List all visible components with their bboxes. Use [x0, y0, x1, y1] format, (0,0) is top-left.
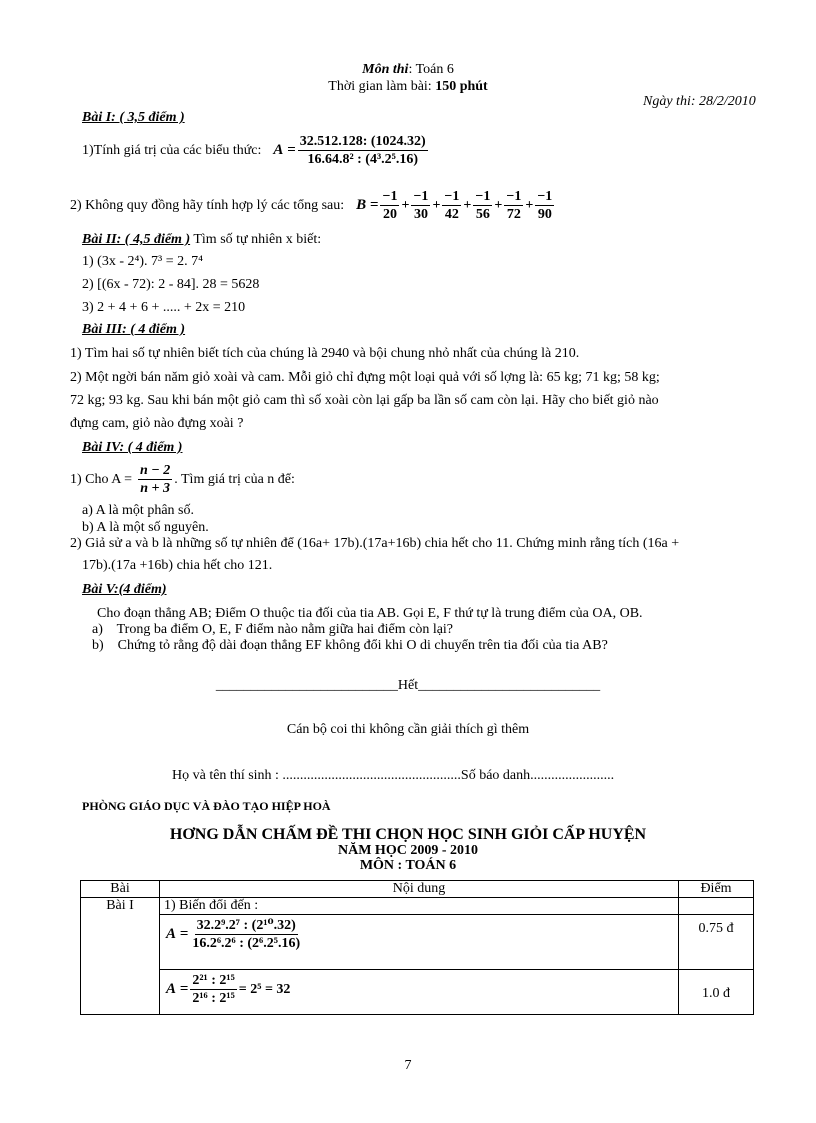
exam-note: Cán bộ coi thi không cần giải thích gì thêm: [286, 722, 530, 737]
bai1-q1-numerator: 32.512.128: (1024.32): [299, 134, 426, 149]
exam-end: __________________________Hết__________________________: [215, 678, 601, 693]
bai4-q1-prefix: 1) Cho A =: [70, 471, 132, 487]
candidate-line: Họ và tên thí sinh : ...................................................Số báo danh........................: [172, 768, 615, 783]
bai4-q1-denominator: n + 3: [140, 481, 170, 496]
table-row: [81, 915, 754, 970]
table-header-row: [81, 881, 754, 898]
answer-table: [80, 880, 754, 1015]
bai3-q2-line2: 72 kg; 93 kg. Sau khi bán một giỏ cam thì số xoài còn lại gấp ba lần số cam còn lại. Hãy cho biết giỏ nào: [70, 393, 659, 408]
bai5-a: a) Trong ba điểm O, E, F điểm nào nằm giữa hai điểm còn lại?: [92, 622, 454, 637]
answer-subject: MÔN : TOÁN 6: [359, 858, 457, 873]
bai1-q2-term: $\frac{-1}{90}$: [537, 189, 553, 222]
score1: 0.75 đ: [679, 915, 754, 970]
bai5-b: b) Chứng tỏ rằng độ dài đoạn thẳng EF không đổi khi O di chuyển trên tia đối của tia AB?: [92, 638, 608, 653]
bai4-q2-line2: 17b).(17a +16b) chia hết cho 121.: [82, 558, 273, 573]
expr2-cell: A = $\frac{\text{2²¹ : 2¹⁵}}{\text{2¹⁶ : 2¹⁵}}$ = 2⁵ = 32: [160, 970, 679, 1015]
bai3-q2-line3: đựng cam, giỏ nào đựng xoài ?: [70, 416, 244, 431]
expr2-denominator: 2¹⁶ : 2¹⁵: [192, 991, 235, 1006]
expr2-var: A: [166, 981, 177, 997]
bai4-q1-suffix: . Tìm giá trị của n để:: [174, 471, 295, 487]
page-number: 7: [404, 1058, 412, 1073]
bai4-q1-fraction: [138, 462, 172, 497]
header-diem: Điểm: [679, 881, 754, 898]
bai1-q2-var: B: [356, 197, 367, 213]
answer-year: NĂM HỌC 2009 - 2010: [338, 843, 478, 858]
table-row: [81, 898, 754, 915]
bai4-b: b) A là một số nguyên.: [82, 520, 209, 535]
bai3-title: Bài III: ( 4 điểm ): [82, 322, 186, 337]
bai1-q1-fraction: [298, 133, 428, 168]
bai3-q1: 1) Tìm hai số tự nhiên biết tích của chúng là 2940 và bội chung nhỏ nhất của chúng là 210.: [70, 346, 580, 361]
bai1-q1-var: A: [273, 142, 284, 158]
expr2-numerator: 2²¹ : 2¹⁵: [192, 973, 235, 988]
expr2-fraction: [190, 972, 236, 1007]
subject-value: : Toán 6: [408, 62, 454, 77]
bai1-q1: 1)Tính giá trị của các biểu thức: A = $\frac{32.512.128: (1024.32)}{\text{16.64.8² : (4³.2⁵.16)}}$: [82, 134, 426, 167]
department: PHÒNG GIÁO DỤC VÀ ĐÀO TẠO HIỆP HOÀ: [82, 799, 331, 813]
bai2-q1: 1) (3x - 2⁴). 7³ = 2. 7⁴: [82, 254, 204, 269]
bai1-q2-term: $\frac{-1}{30}$: [413, 189, 429, 222]
bai1-q1-denominator: 16.64.8² : (4³.2⁵.16): [307, 152, 419, 167]
expr1-numerator: 32.2⁹.2⁷ : (2¹⁰.32): [196, 918, 296, 933]
time-label: Thời gian làm bài:: [328, 79, 436, 94]
bai2-q3: 3) 2 + 4 + 6 + ..... + 2x = 210: [82, 300, 246, 315]
answer-title: HƠNG DẪN CHẤM ĐỀ THI CHỌN HỌC SINH GIỎI CẤP HUYỆN: [169, 826, 647, 843]
score2: 1.0 đ: [679, 970, 754, 1015]
expr2-tail: = 2⁵ = 32: [238, 981, 291, 997]
bai4-a: a) A là một phân số.: [82, 503, 194, 518]
bai3-q2-line1: 2) Một ngời bán năm giỏ xoài và cam. Mỗi giỏ chỉ đựng một loại quả với số lợng là: 65 kg; 71 kg; 58 kg;: [70, 370, 660, 385]
header-bai: Bài: [81, 881, 160, 898]
bai1-q1-text: 1)Tính giá trị của các biểu thức:: [82, 142, 262, 158]
bai1-q2-text: 2) Không quy đồng hãy tính hợp lý các tổng sau:: [70, 197, 345, 213]
bai4-q1-numerator: n − 2: [139, 463, 171, 478]
time-value: 150 phút: [435, 79, 488, 94]
expr1-denominator: 16.2⁶.2⁶ : (2⁶.2⁵.16): [192, 936, 301, 951]
expr1-cell: A = $\frac{\text{32.2⁹.2⁷ : (2¹⁰.32)}}{\text{16.2⁶.2⁶ : (2⁶.2⁵.16)}}$: [160, 915, 679, 970]
bai2-q2: 2) [(6x - 72): 2 - 84]. 28 = 5628: [82, 277, 260, 292]
expr1-fraction: [190, 917, 302, 952]
bai4-title: Bài IV: ( 4 điểm ): [82, 440, 183, 455]
bai2-intro: Tìm số tự nhiên x biết:: [193, 232, 322, 247]
bai2-title: Bài II: ( 4,5 điểm ): [82, 232, 191, 247]
header-noidung: Nội dung: [160, 881, 679, 898]
table-row: [81, 970, 754, 1015]
bai2-heading: [82, 232, 321, 248]
exam-time: [0, 79, 816, 95]
exam-subject: [0, 62, 816, 78]
subject-label: Môn thi: [362, 62, 409, 77]
bai4-q1: [70, 462, 295, 497]
step-text: 1) Biến đổi đến :: [160, 898, 679, 915]
exam-date: Ngày thi: 28/2/2010: [643, 94, 756, 109]
bai5-intro: Cho đoạn thẳng AB; Điểm O thuộc tia đối của tia AB. Gọi E, F thứ tự là trung điểm của OA, OB.: [97, 606, 643, 621]
bai4-q2-line1: 2) Giả sử a và b là những số tự nhiên để (16a+ 17b).(17a+16b) chia hết cho 11. Chứng minh rằng tích (16a +: [70, 536, 680, 551]
bai1-q2-term: $\frac{-1}{72}$: [506, 189, 522, 222]
bai1-q2-term: $\frac{-1}{20}$: [382, 189, 398, 222]
bai1-q2: 2) Không quy đồng hãy tính hợp lý các tổng sau: B = $\frac{-1}{20}$ + $\frac{-1}{30}$ + $\frac{-1}{42}$ + $\frac{-1}{56}$ + $\frac{-1}{72}$ + $\frac{-1}{90}$: [70, 189, 553, 222]
bai1-q2-term: $\frac{-1}{56}$: [475, 189, 491, 222]
bai1-q2-term: $\frac{-1}{42}$: [444, 189, 460, 222]
bai1-title: Bài I: ( 3,5 điểm ): [82, 110, 185, 125]
bai5-title: Bài V:(4 điểm): [82, 582, 167, 597]
expr1-var: A: [166, 926, 177, 942]
row-label: Bài I: [81, 898, 160, 1015]
